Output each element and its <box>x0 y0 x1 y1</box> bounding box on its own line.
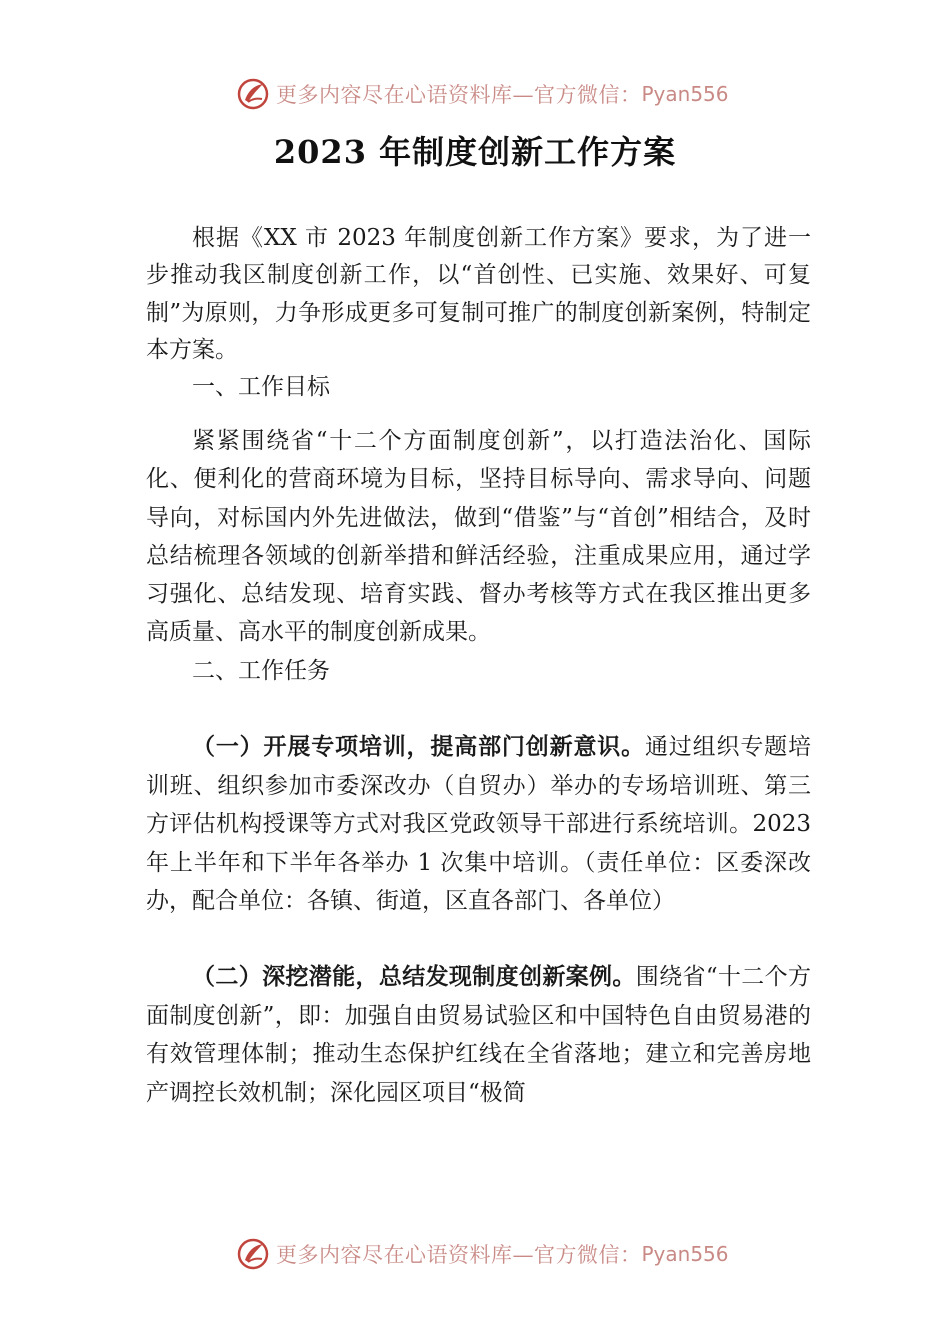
watermark-banner-bottom <box>236 1234 729 1274</box>
task1-body: 通过组织专题培训班、组织参加市委深改办（自贸办）举办的专场培训班、第三方评估机构授课等方式对我区党政领导干部进行系统培训。2023 年上半年和下半年各举办 1 次集中培训。（责任单位：区委深改办，配合单位：各镇、街道，区直各部门、各单位） <box>146 734 812 914</box>
task2-section <box>146 958 811 1112</box>
watermark-handle: Pyan556 <box>641 82 729 106</box>
task2-paragraph <box>146 958 811 1112</box>
watermark-handle: Pyan556 <box>641 1242 729 1266</box>
watermark-text: 更多内容尽在心语资料库—官方微信： <box>276 83 642 107</box>
red-ribbon-leaf-logo-icon <box>236 77 270 111</box>
task1-section <box>146 728 811 921</box>
task1-lead: （一）开展专项培训，提高部门创新意识。 <box>192 734 645 760</box>
goals-paragraph: 紧紧围绕省“十二个方面制度创新”，以打造法治化、国际化、便利化的营商环境为目标，坚持目标导向、需求导向、问题导向，对标国内外先进做法，做到“借鉴”与“首创”相结合，及时总结梳理各领域的创新举措和鲜活经验，注重成果应用，通过学习强化、总结发现、培育实践、督办考核等方式在我区推出更多高质量、高水平的制度创新成果。 <box>146 428 811 646</box>
intro-paragraph: 根据《XX 市 2023 年制度创新工作方案》要求，为了进一步推动我区制度创新工作，以“首创性、已实施、效果好、可复制”为原则，力争形成更多可复制可推广的制度创新案例，特制定本方案。 <box>146 225 811 363</box>
section-heading-tasks: 二、工作任务 <box>192 657 330 684</box>
document-body <box>146 220 811 406</box>
red-ribbon-leaf-logo-icon <box>236 1237 270 1271</box>
section-heading-goals: 一、工作目标 <box>192 374 330 401</box>
watermark-text: 更多内容尽在心语资料库—官方微信： <box>276 1243 642 1267</box>
goals-section <box>146 422 811 690</box>
watermark-banner-top <box>236 74 729 114</box>
task2-body: 围绕省“十二个方面制度创新”，即：加强自由贸易试验区和中国特色自由贸易港的有效管理体制；推动生态保护红线在全省落地；建立和完善房地产调控长效机制；深化园区项目“极简 <box>146 964 811 1106</box>
task1-paragraph <box>146 728 811 921</box>
task2-lead: （二）深挖潜能，总结发现制度创新案例。 <box>192 964 636 990</box>
document-title: 2023 年制度创新工作方案 <box>273 133 677 171</box>
